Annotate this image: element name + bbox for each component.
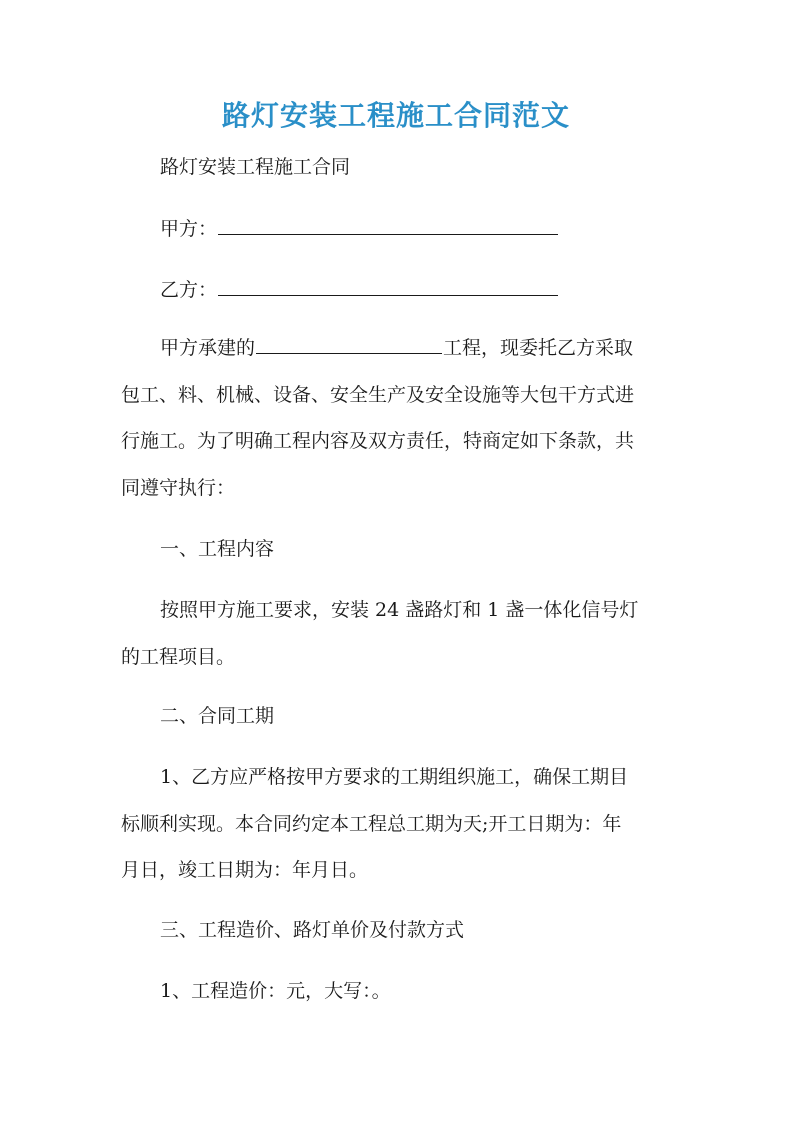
party-b-blank <box>218 277 558 296</box>
section-3-heading: 三、工程造价、路灯单价及付款方式 <box>160 919 465 941</box>
section-2-line-2: 标顺利实现。本合同约定本工程总工期为天;开工日期为：年 <box>121 813 622 835</box>
intro-line-2: 包工、料、机械、设备、安全生产及安全设施等大包干方式进 <box>121 384 635 406</box>
intro-suffix: 工程，现委托乙方采取 <box>443 337 634 359</box>
section-1-heading: 一、工程内容 <box>160 538 275 560</box>
section-2-line-1: 1、乙方应严格按甲方要求的工期组织施工，确保工期目 <box>160 766 629 788</box>
contract-subtitle: 路灯安装工程施工合同 <box>160 156 351 178</box>
section-1-line-1: 按照甲方施工要求，安装 24 盏路灯和 1 盏一体化信号灯 <box>160 599 639 621</box>
party-a-line <box>160 214 559 244</box>
section-1-line-2: 的工程项目。 <box>121 646 236 668</box>
section-2-heading: 二、合同工期 <box>160 705 275 727</box>
intro-line-4: 同遵守执行： <box>121 477 236 499</box>
intro-line-3: 行施工。为了明确工程内容及双方责任，特商定如下条款，共 <box>121 430 635 452</box>
intro-line-1 <box>160 333 633 363</box>
section-3-line-1: 1、工程造价：元，大写：。 <box>160 980 391 1002</box>
intro-prefix: 甲方承建的 <box>160 337 256 359</box>
project-name-blank <box>256 335 442 354</box>
party-b-label: 乙方： <box>160 279 218 301</box>
party-b-line <box>160 275 559 305</box>
party-a-blank <box>218 216 558 235</box>
document-title: 路灯安装工程施工合同范文 <box>221 99 570 132</box>
party-a-label: 甲方： <box>160 218 218 240</box>
section-2-line-3: 月日，竣工日期为：年月日。 <box>121 859 369 881</box>
